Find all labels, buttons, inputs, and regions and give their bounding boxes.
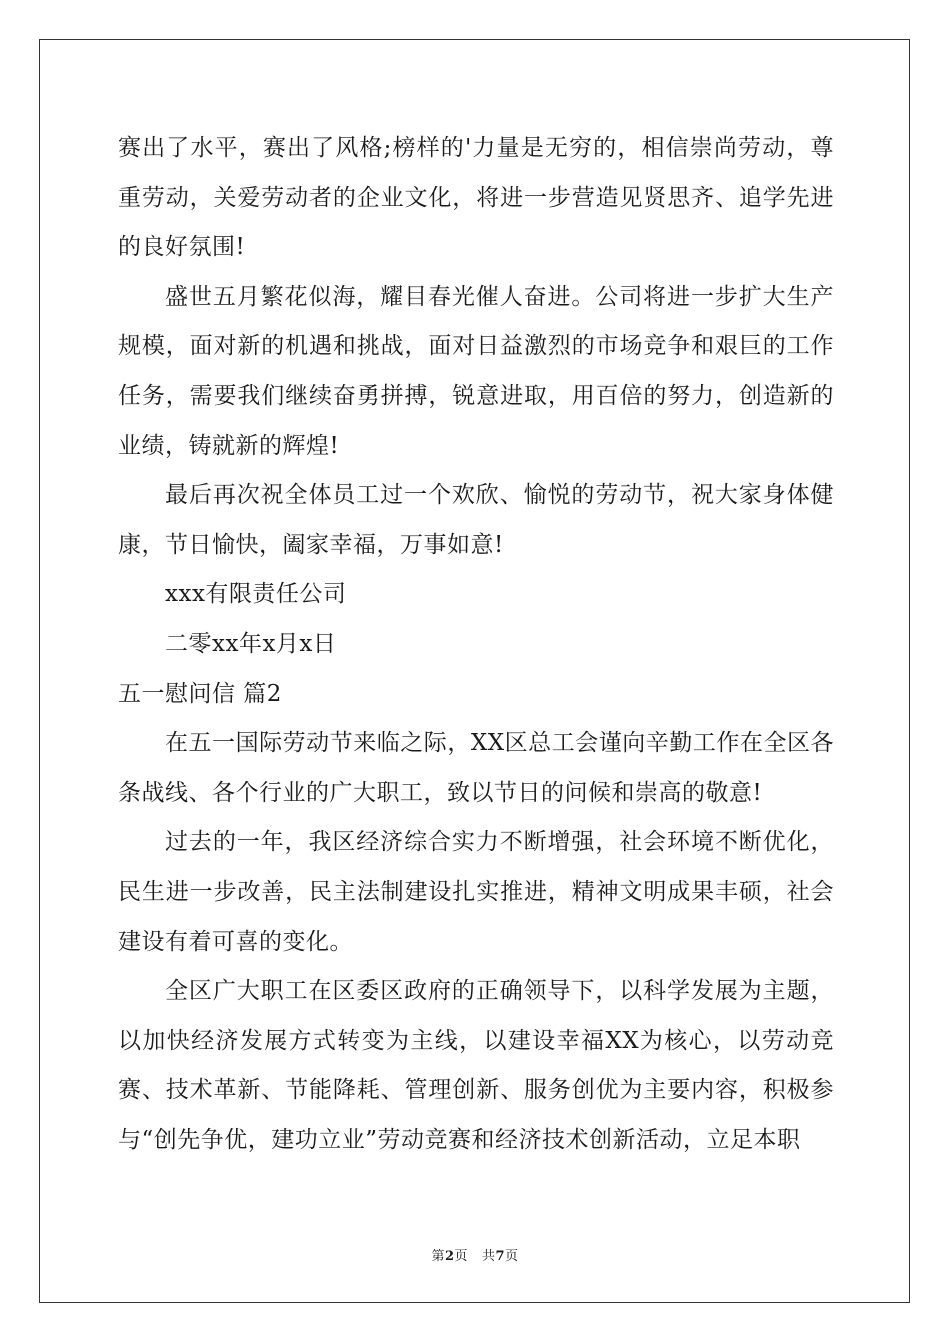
paragraph-1: 赛出了水平，赛出了风格;榜样的'力量是无穷的，相信崇尚劳动，尊重劳动，关爱劳动者的企业文化，将进一步营造见贤思齐、追学先进的良好氛围! xyxy=(118,135,834,261)
document-body xyxy=(118,124,834,1165)
signature-company: xxx有限责任公司 xyxy=(165,581,347,608)
section-heading: 五一慰问信 篇2 xyxy=(118,680,282,707)
total-prefix: 共 xyxy=(481,1249,496,1264)
page-footer xyxy=(0,1245,950,1264)
paragraph-3: 最后再次祝全体员工过一个欢欣、愉悦的劳动节，祝大家身体健康，节日愉快，阖家幸福，万事如意! xyxy=(118,482,834,558)
page-number: 2 xyxy=(444,1249,455,1264)
paragraph-6: 全区广大职工在区委区政府的正确领导下，以科学发展为主题，以加快经济发展方式转变为主线，以建设幸福XX为核心，以劳动竞赛、技术革新、节能降耗、管理创新、服务创优为主要内容，积极参与“创先争优，建功立业”劳动竞赛和经济技术创新活动，立足本职 xyxy=(118,978,834,1153)
total-pages: 7 xyxy=(495,1249,506,1264)
paragraph-5: 过去的一年，我区经济综合实力不断增强，社会环境不断优化，民生进一步改善，民主法制建设扎实推进，精神文明成果丰硕，社会建设有着可喜的变化。 xyxy=(118,829,834,955)
paragraph-4: 在五一国际劳动节来临之际，XX区总工会谨向辛勤工作在全区各条战线、各个行业的广大职工，致以节日的问候和崇高的敬意! xyxy=(118,730,834,806)
paragraph-2: 盛世五月繁花似海，耀目春光催人奋进。公司将进一步扩大生产规模，面对新的机遇和挑战，面对日益激烈的市场竞争和艰巨的工作任务，需要我们继续奋勇拼搏，锐意进取，用百倍的努力，创造新的业绩，铸就新的辉煌! xyxy=(118,283,834,459)
total-suffix: 页 xyxy=(505,1249,519,1264)
page-suffix: 页 xyxy=(454,1249,469,1264)
signature-date: 二零xx年x月x日 xyxy=(165,630,337,657)
page-prefix: 第 xyxy=(431,1249,445,1264)
